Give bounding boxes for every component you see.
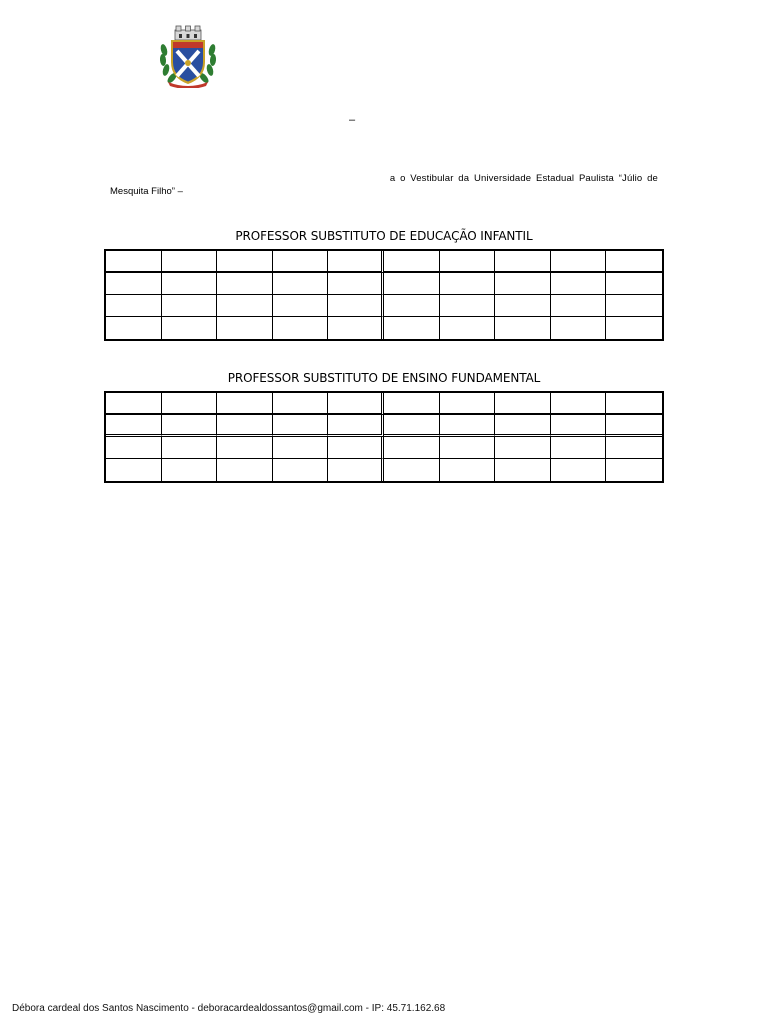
table-cell: [495, 273, 551, 295]
table-cell: [606, 415, 662, 437]
table-cell: [384, 273, 440, 295]
table-cell: [162, 459, 218, 481]
table-cell: [217, 273, 273, 295]
table-cell: [384, 459, 440, 481]
table-cell: [217, 437, 273, 459]
table-cell: [606, 459, 662, 481]
heading-dash: –: [349, 114, 356, 126]
table-cell: [551, 459, 607, 481]
table-cell: [440, 393, 496, 415]
table-cell: [495, 459, 551, 481]
table-cell: [440, 251, 496, 273]
table-cell: [328, 393, 384, 415]
table-cell: [106, 317, 162, 339]
table-cell: [273, 317, 329, 339]
table-cell: [606, 251, 662, 273]
table-cell: [384, 317, 440, 339]
intro-text-line-1: a o Vestibular da Universidade Estadual Paulista “Júlio de: [389, 173, 658, 184]
table-cell: [551, 317, 607, 339]
table-cell: [328, 437, 384, 459]
shield-icon: [171, 40, 205, 84]
table-cell: [606, 317, 662, 339]
table-cell: [162, 393, 218, 415]
table-cell: [551, 251, 607, 273]
table-cell: [384, 393, 440, 415]
table-cell: [606, 273, 662, 295]
table-cell: [217, 393, 273, 415]
table-cell: [162, 437, 218, 459]
table-cell: [551, 295, 607, 317]
table-cell: [328, 295, 384, 317]
table-cell: [384, 415, 440, 437]
table-cell: [273, 437, 329, 459]
table-cell: [440, 415, 496, 437]
table-cell: [606, 295, 662, 317]
table-cell: [106, 415, 162, 437]
table-cell: [217, 295, 273, 317]
table-cell: [495, 317, 551, 339]
table-cell: [106, 295, 162, 317]
table-cell: [495, 437, 551, 459]
score-grid-educacao-infantil: [104, 249, 664, 341]
table-cell: [328, 317, 384, 339]
table-cell: [273, 273, 329, 295]
table-cell: [551, 393, 607, 415]
table-cell: [106, 273, 162, 295]
table-cell: [217, 317, 273, 339]
crown-icon: [175, 26, 201, 40]
table-cell: [495, 415, 551, 437]
table-cell: [495, 295, 551, 317]
table-cell: [495, 393, 551, 415]
table-cell: [551, 273, 607, 295]
table-cell: [273, 251, 329, 273]
table-cell: [440, 295, 496, 317]
table-cell: [440, 273, 496, 295]
table-cell: [162, 317, 218, 339]
table-cell: [273, 459, 329, 481]
table-cell: [440, 459, 496, 481]
table-cell: [217, 459, 273, 481]
table-cell: [217, 415, 273, 437]
table-cell: [384, 251, 440, 273]
table-cell: [162, 295, 218, 317]
table-cell: [328, 459, 384, 481]
table-cell: [384, 295, 440, 317]
table-cell: [328, 251, 384, 273]
table-cell: [440, 437, 496, 459]
table-title-ensino-fundamental: PROFESSOR SUBSTITUTO DE ENSINO FUNDAMENTAL: [227, 371, 541, 385]
table-cell: [106, 393, 162, 415]
table-cell: [162, 251, 218, 273]
table-cell: [606, 437, 662, 459]
table-cell: [551, 437, 607, 459]
table-cell: [384, 437, 440, 459]
table-cell: [217, 251, 273, 273]
table-cell: [273, 415, 329, 437]
table-cell: [162, 273, 218, 295]
table-cell: [440, 317, 496, 339]
score-grid-ensino-fundamental: [104, 391, 664, 483]
table-cell: [606, 393, 662, 415]
footer-watermark: Débora cardeal dos Santos Nascimento - deboracardealdossantos@gmail.com - IP: 45.71.162.68: [12, 1003, 446, 1014]
table-cell: [162, 415, 218, 437]
intro-text-line-2: Mesquita Filho” –: [110, 186, 183, 197]
table-cell: [273, 393, 329, 415]
table-cell: [106, 251, 162, 273]
table-cell: [273, 295, 329, 317]
table-cell: [495, 251, 551, 273]
table-cell: [551, 415, 607, 437]
table-title-educacao-infantil: PROFESSOR SUBSTITUTO DE EDUCAÇÃO INFANTIL: [235, 229, 533, 243]
table-cell: [106, 437, 162, 459]
coat-of-arms-logo: [158, 24, 218, 88]
table-cell: [328, 273, 384, 295]
table-cell: [328, 415, 384, 437]
table-cell: [106, 459, 162, 481]
